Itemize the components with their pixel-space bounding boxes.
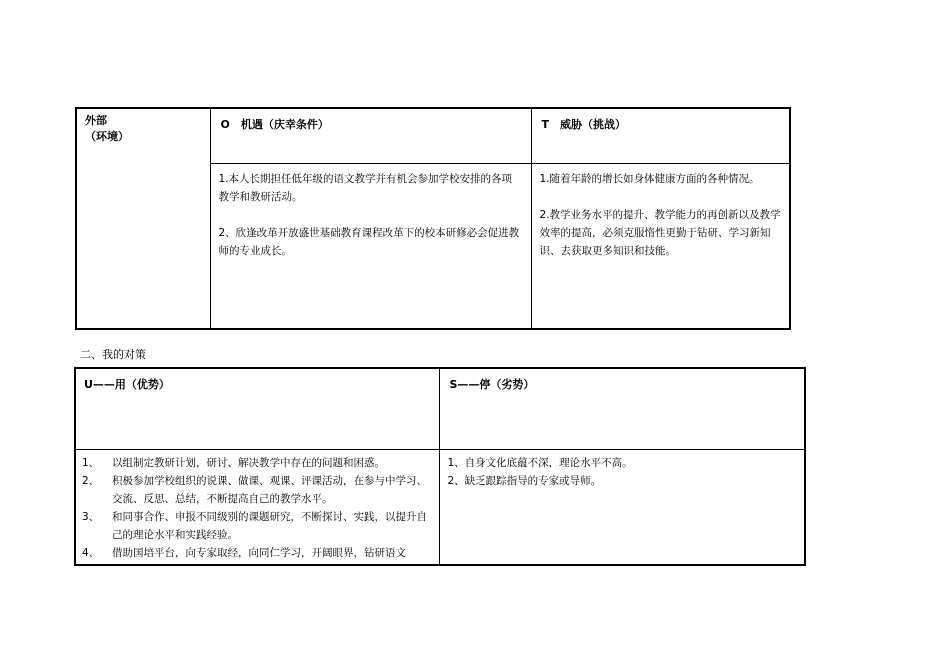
threat-header: T 威胁（挑战） xyxy=(531,108,790,163)
swot-external-table xyxy=(75,107,791,330)
use-strengths-header: U——用（优势） xyxy=(75,368,439,449)
threat-item: 2.教学业务水平的提升、教学能力的再创新以及教学效率的提高，必须克服惰性更勤于钻研、学习新知识、去获取更多知识和技能。 xyxy=(539,208,781,257)
use-item xyxy=(82,454,433,472)
opportunity-header: O 机遇（庆幸条件） xyxy=(210,108,531,163)
use-item xyxy=(82,472,433,508)
use-item-text: 积极参加学校组织的说课、做课、观课、评课活动，在参与中学习、交流、反思、总结，不断提高自己的教学水平。 xyxy=(112,474,427,505)
stop-item: 1、自身文化底蕴不深，理论水平不高。 xyxy=(447,456,633,469)
external-environment-label xyxy=(76,108,210,329)
opportunity-item: 1.本人长期担任低年级的语文教学并有机会参加学校安排的各项教学和教研活动。 xyxy=(218,172,513,203)
use-item-text: 以组制定教研计划，研讨、解决教学中存在的问题和困惑。 xyxy=(112,456,385,469)
use-item-number: 1、 xyxy=(82,456,100,469)
use-item xyxy=(82,508,433,544)
section-title: 二、我的对策 xyxy=(80,348,146,361)
opportunities-cell xyxy=(210,163,531,329)
stop-weaknesses-header: S——停（劣势） xyxy=(439,368,805,449)
use-strategies-cell xyxy=(75,449,439,565)
use-item-number: 3、 xyxy=(82,510,100,523)
side-label-line2: （环境） xyxy=(85,130,129,143)
use-item-text: 借助国培平台，向专家取经，向同仁学习，开阔眼界，钻研语文 xyxy=(112,546,406,559)
use-item xyxy=(82,544,433,562)
threat-item: 1.随着年龄的增长如身体健康方面的各种情况。 xyxy=(539,172,760,185)
use-item-number: 4、 xyxy=(82,546,100,559)
side-label-line1: 外部 xyxy=(85,114,107,127)
stop-item: 2、缺乏跟踪指导的专家或导师。 xyxy=(447,474,602,487)
stop-weaknesses-cell xyxy=(439,449,805,565)
use-item-number: 2、 xyxy=(82,474,100,487)
opportunity-item: 2、欣逢改革开放盛世基础教育课程改革下的校本研修必会促进教师的专业成长。 xyxy=(218,226,520,257)
use-item-text: 和同事合作、申报不同级别的课题研究，不断探讨、实践，以提升自己的理论水平和实践经验。 xyxy=(112,510,427,541)
threats-cell xyxy=(531,163,790,329)
strategy-table xyxy=(74,367,806,566)
